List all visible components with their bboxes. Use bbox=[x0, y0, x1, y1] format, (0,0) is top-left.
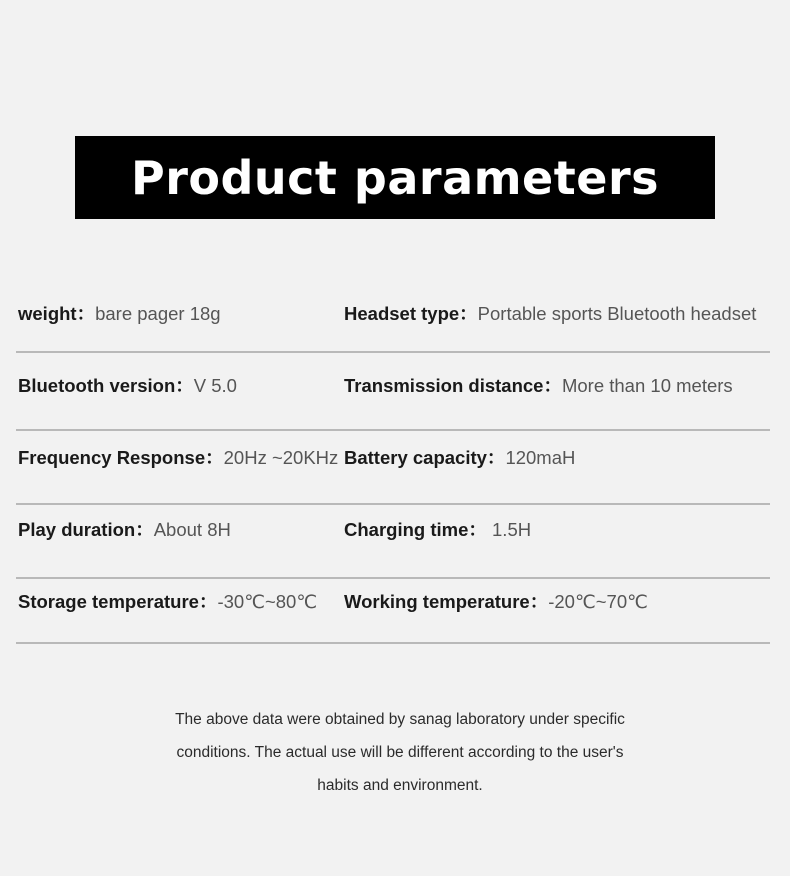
param-label: Headset type： bbox=[344, 303, 478, 324]
row-divider bbox=[16, 642, 770, 644]
row-divider bbox=[16, 577, 770, 579]
disclaimer-line: conditions. The actual use will be different according to the user's bbox=[176, 744, 624, 761]
param-label: Storage temperature： bbox=[18, 591, 218, 612]
param-bluetooth-version bbox=[18, 371, 237, 401]
param-value: More than 10 meters bbox=[561, 375, 733, 396]
param-label: Frequency Response： bbox=[18, 447, 224, 468]
param-value: -30℃~80℃ bbox=[217, 591, 318, 612]
param-battery-capacity bbox=[344, 443, 575, 473]
row-divider bbox=[16, 429, 770, 431]
title-banner bbox=[75, 136, 715, 219]
param-transmission-distance bbox=[344, 371, 733, 401]
param-label: Bluetooth version： bbox=[18, 375, 194, 396]
param-value: bare pager 18g bbox=[95, 303, 221, 324]
param-label: Transmission distance： bbox=[344, 375, 562, 396]
param-value: Portable sports Bluetooth headset bbox=[477, 303, 757, 324]
param-label: Working temperature： bbox=[344, 591, 549, 612]
param-row bbox=[0, 299, 790, 329]
param-value: 1.5H bbox=[486, 519, 532, 540]
param-value: About 8H bbox=[153, 519, 231, 540]
param-play-duration bbox=[18, 515, 231, 545]
param-value: -20℃~70℃ bbox=[548, 591, 648, 612]
param-charging-time bbox=[344, 515, 531, 545]
param-value: V 5.0 bbox=[193, 375, 237, 396]
param-label: Play duration： bbox=[18, 519, 154, 540]
param-row bbox=[0, 587, 790, 617]
param-frequency-response bbox=[18, 443, 338, 473]
disclaimer-note bbox=[100, 703, 700, 802]
param-row bbox=[0, 515, 790, 545]
param-storage-temperature bbox=[18, 587, 317, 617]
row-divider bbox=[16, 503, 770, 505]
param-row bbox=[0, 443, 790, 473]
disclaimer-line: habits and environment. bbox=[317, 777, 483, 794]
param-row bbox=[0, 371, 790, 401]
param-value: 20Hz ~20KHz bbox=[223, 447, 339, 468]
disclaimer-line: The above data were obtained by sanag laboratory under specific bbox=[175, 711, 625, 728]
page-title: Product parameters bbox=[130, 150, 660, 205]
param-value: 120maH bbox=[505, 447, 576, 468]
row-divider bbox=[16, 351, 770, 353]
param-label: Charging time： bbox=[344, 519, 487, 540]
param-label: weight： bbox=[18, 303, 96, 324]
param-headset-type bbox=[344, 299, 756, 329]
param-weight bbox=[18, 299, 221, 329]
param-working-temperature bbox=[344, 587, 648, 617]
param-label: Battery capacity： bbox=[344, 447, 506, 468]
